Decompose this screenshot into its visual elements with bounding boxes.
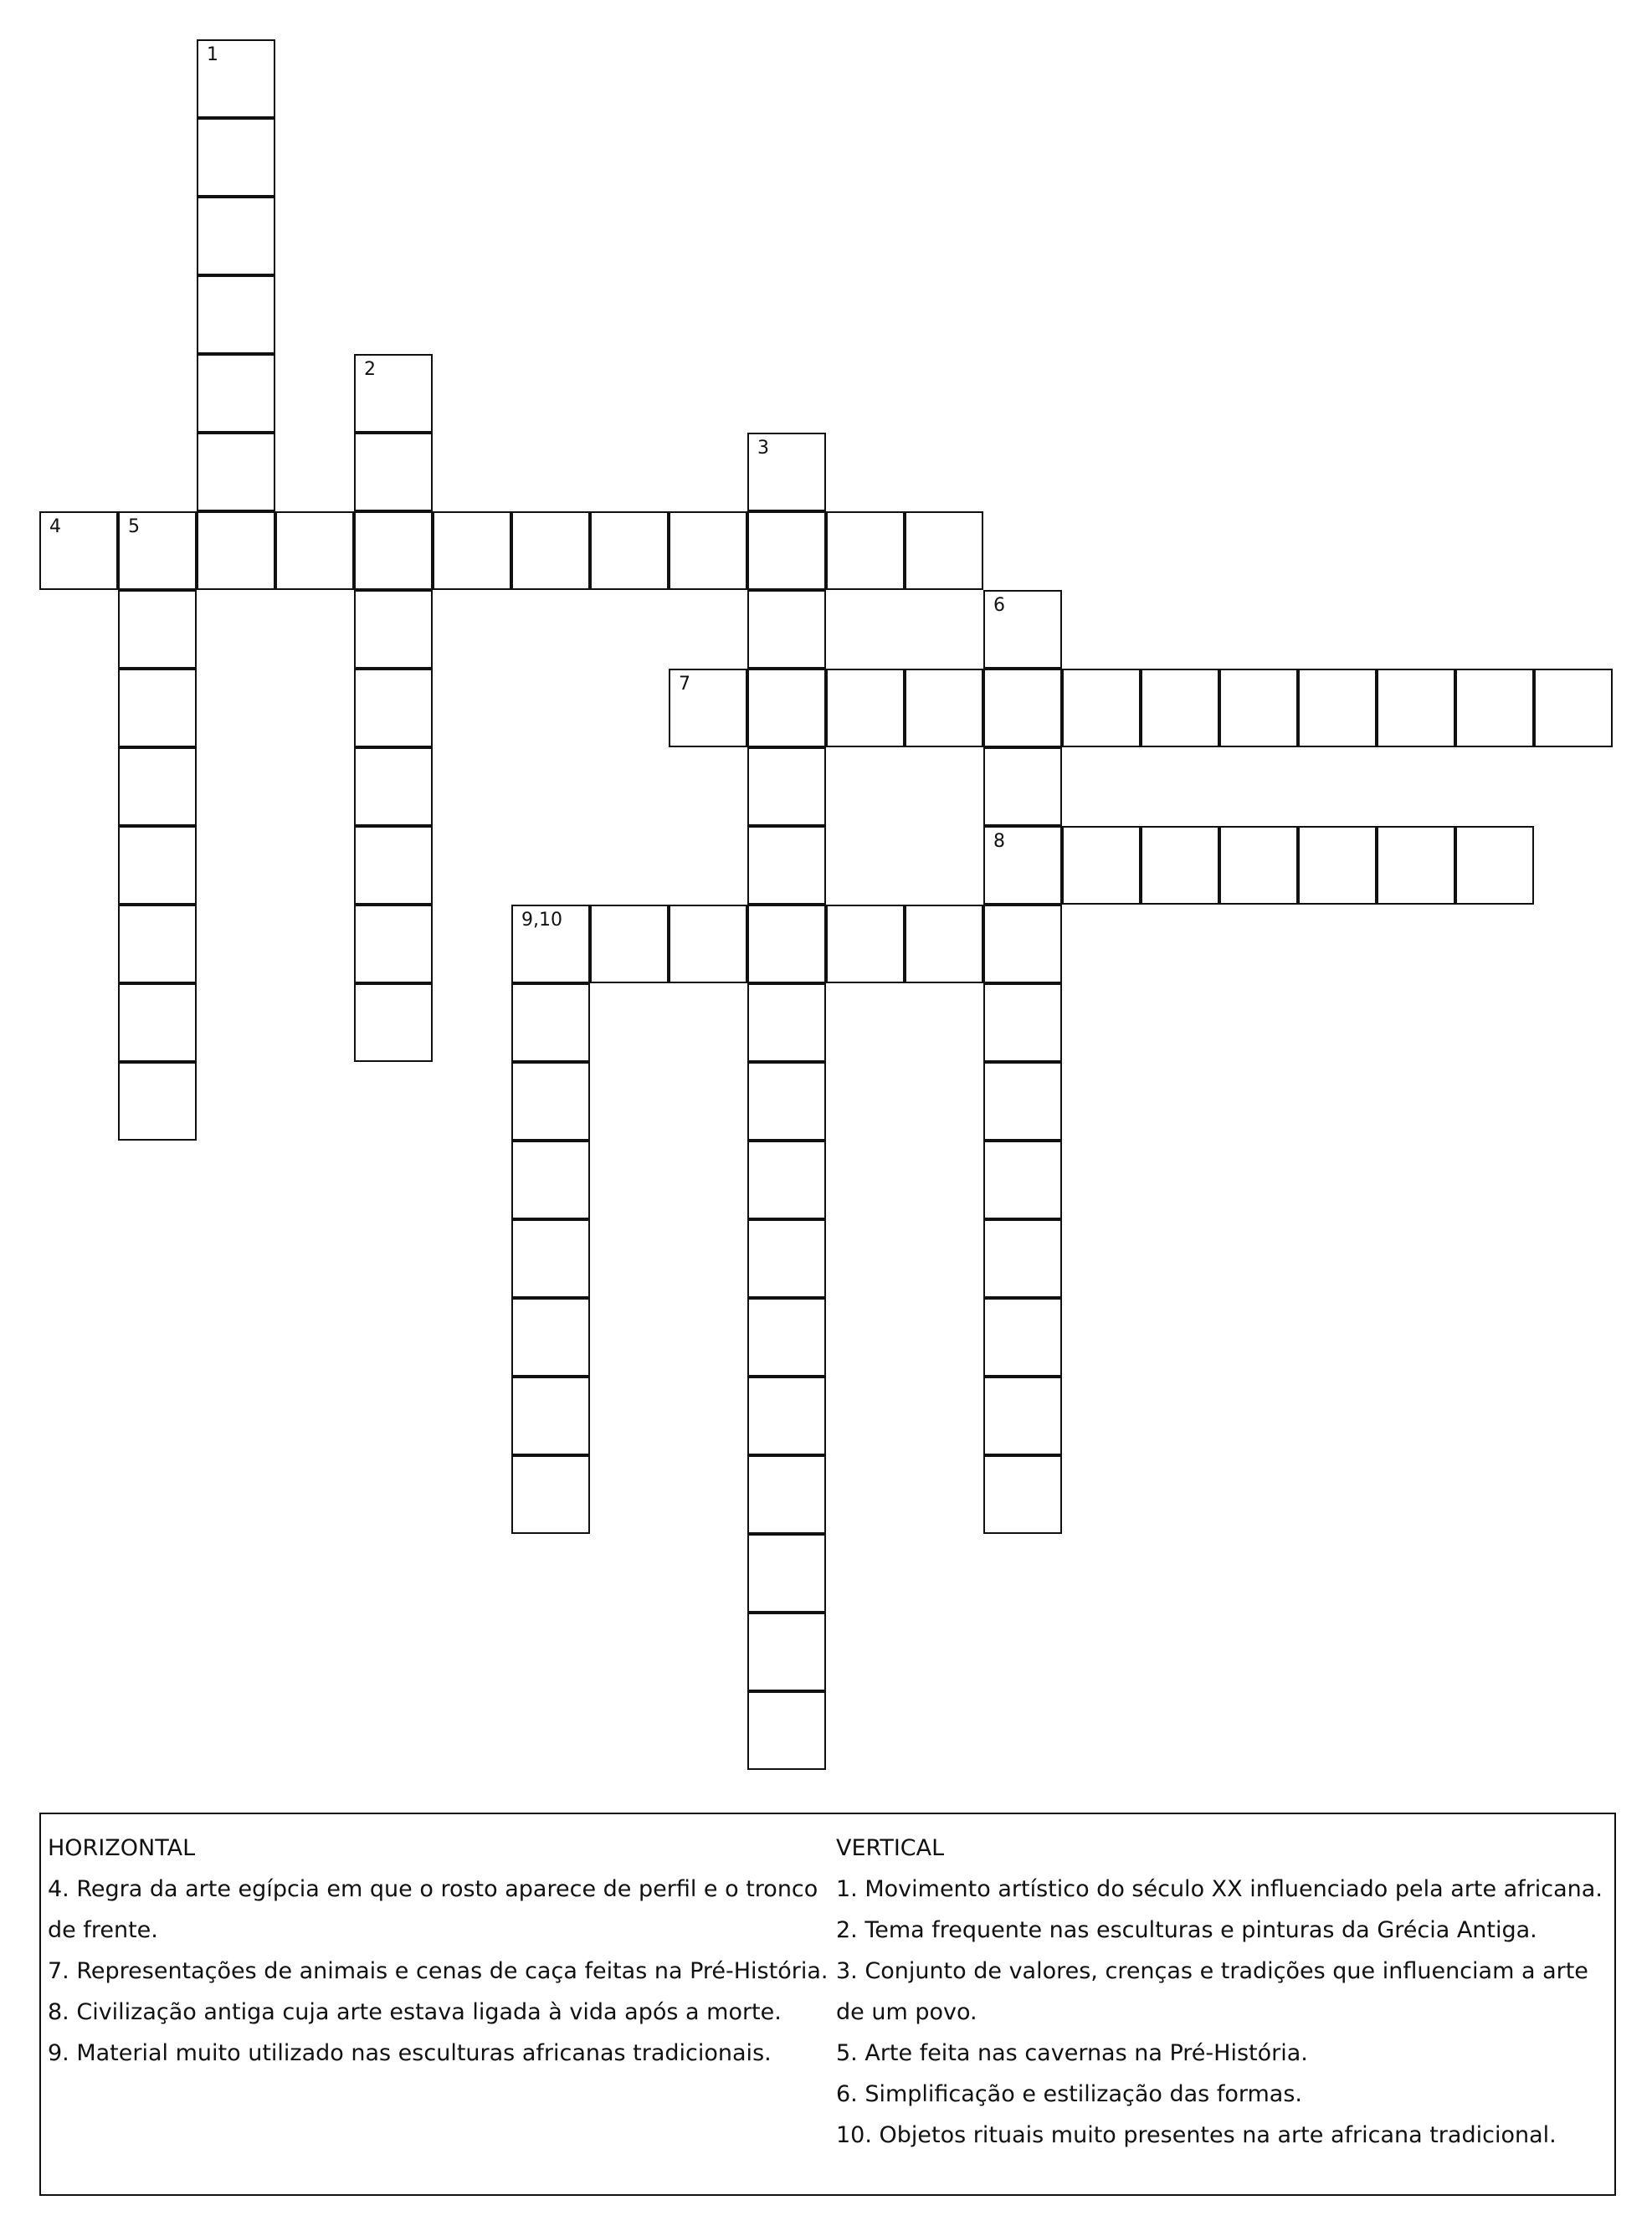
grid-cell[interactable] <box>511 1377 590 1455</box>
grid-cell[interactable] <box>983 826 1062 905</box>
grid-cell[interactable] <box>118 1062 197 1141</box>
grid-cell[interactable] <box>511 1298 590 1377</box>
grid-cell[interactable] <box>747 1534 826 1613</box>
grid-cell[interactable] <box>197 275 275 354</box>
grid-cell[interactable] <box>669 511 747 590</box>
grid-cell[interactable] <box>118 905 197 983</box>
grid-cell[interactable] <box>118 747 197 826</box>
grid-cell[interactable] <box>983 1141 1062 1219</box>
clue-number: 4 <box>49 516 61 537</box>
grid-cell[interactable] <box>118 826 197 905</box>
grid-cell[interactable] <box>1298 826 1377 905</box>
grid-cell[interactable] <box>747 511 826 590</box>
grid-cell[interactable] <box>747 590 826 669</box>
grid-cell[interactable] <box>1141 669 1219 747</box>
grid-cell[interactable] <box>983 1455 1062 1534</box>
grid-cell[interactable] <box>354 511 433 590</box>
grid-cell[interactable] <box>747 747 826 826</box>
grid-cell[interactable] <box>747 1377 826 1455</box>
grid-cell[interactable] <box>747 905 826 983</box>
grid-cell[interactable] <box>1141 826 1219 905</box>
clue-number: 8 <box>993 831 1005 852</box>
grid-cell[interactable] <box>983 1298 1062 1377</box>
clue-vertical-6: 6. Simplificação e estilização das formas. <box>836 2081 1302 2107</box>
grid-cell[interactable] <box>39 511 118 590</box>
grid-cell[interactable] <box>511 905 590 983</box>
grid-cell[interactable] <box>983 983 1062 1062</box>
grid-cell[interactable] <box>747 1219 826 1298</box>
clue-vertical-2: 2. Tema frequente nas esculturas e pinturas da Grécia Antiga. <box>836 1917 1537 1943</box>
vertical-heading: VERTICAL <box>836 1835 945 1861</box>
grid-cell[interactable] <box>983 905 1062 983</box>
grid-cell[interactable] <box>747 1062 826 1141</box>
grid-cell[interactable] <box>354 747 433 826</box>
grid-cell[interactable] <box>747 826 826 905</box>
grid-cell[interactable] <box>983 747 1062 826</box>
clue-vertical-5: 5. Arte feita nas cavernas na Pré-História. <box>836 2040 1308 2066</box>
grid-cell[interactable] <box>826 905 905 983</box>
grid-cell[interactable] <box>1455 669 1534 747</box>
clue-vertical-1: 1. Movimento artístico do século XX influenciado pela arte africana. <box>836 1876 1603 1902</box>
grid-cell[interactable] <box>905 511 983 590</box>
clue-number: 3 <box>757 438 769 459</box>
grid-cell[interactable] <box>826 511 905 590</box>
grid-cell[interactable] <box>1062 826 1141 905</box>
grid-cell[interactable] <box>354 433 433 511</box>
clue-horizontal-7: 7. Representações de animais e cenas de caça feitas na Pré-História. <box>48 1958 829 1984</box>
clue-number: 2 <box>364 359 376 380</box>
grid-cell[interactable] <box>511 983 590 1062</box>
grid-cell[interactable] <box>983 1219 1062 1298</box>
grid-cell[interactable] <box>983 669 1062 747</box>
grid-cell[interactable] <box>1219 669 1298 747</box>
grid-cell[interactable] <box>354 905 433 983</box>
grid-cell[interactable] <box>118 983 197 1062</box>
grid-cell[interactable] <box>983 1062 1062 1141</box>
clue-horizontal-8: 8. Civilização antiga cuja arte estava ligada à vida após a morte. <box>48 1999 782 2025</box>
clue-vertical-10: 10. Objetos rituais muito presentes na arte africana tradicional. <box>836 2122 1557 2148</box>
clues-box <box>39 1813 1616 2196</box>
grid-cell[interactable] <box>433 511 511 590</box>
grid-cell[interactable] <box>983 1377 1062 1455</box>
grid-cell[interactable] <box>197 118 275 197</box>
vertical-clues <box>836 1828 1614 2156</box>
grid-cell[interactable] <box>511 1219 590 1298</box>
grid-cell[interactable] <box>747 1141 826 1219</box>
grid-cell[interactable] <box>354 983 433 1062</box>
grid-cell[interactable] <box>1219 826 1298 905</box>
grid-cell[interactable] <box>747 1455 826 1534</box>
horizontal-heading: HORIZONTAL <box>48 1835 196 1861</box>
grid-cell[interactable] <box>197 197 275 275</box>
grid-cell[interactable] <box>747 669 826 747</box>
clue-number: 9,10 <box>521 910 562 931</box>
grid-cell[interactable] <box>197 433 275 511</box>
grid-cell[interactable] <box>747 1298 826 1377</box>
grid-cell[interactable] <box>354 826 433 905</box>
clue-number: 5 <box>128 516 140 537</box>
grid-cell[interactable] <box>354 669 433 747</box>
grid-cell[interactable] <box>1298 669 1377 747</box>
grid-cell[interactable] <box>197 39 275 118</box>
grid-cell[interactable] <box>669 905 747 983</box>
clue-number: 6 <box>993 595 1005 616</box>
grid-cell[interactable] <box>118 511 197 590</box>
clue-vertical-3: 3. Conjunto de valores, crenças e tradições que influenciam a arte de um povo. <box>836 1958 1588 2025</box>
grid-cell[interactable] <box>275 511 354 590</box>
grid-cell[interactable] <box>826 669 905 747</box>
grid-cell[interactable] <box>197 354 275 433</box>
grid-cell[interactable] <box>747 1691 826 1770</box>
grid-cell[interactable] <box>511 1141 590 1219</box>
grid-cell[interactable] <box>197 511 275 590</box>
grid-cell[interactable] <box>1377 826 1455 905</box>
grid-cell[interactable] <box>118 669 197 747</box>
grid-cell[interactable] <box>1455 826 1534 905</box>
clue-horizontal-4: 4. Regra da arte egípcia em que o rosto aparece de perfil e o tronco de frente. <box>48 1876 818 1943</box>
grid-cell[interactable] <box>747 1613 826 1691</box>
grid-cell[interactable] <box>511 1062 590 1141</box>
horizontal-clues <box>48 1828 834 2074</box>
grid-cell[interactable] <box>511 511 590 590</box>
grid-cell[interactable] <box>354 354 433 433</box>
grid-cell[interactable] <box>511 1455 590 1534</box>
grid-cell[interactable] <box>747 433 826 511</box>
grid-cell[interactable] <box>354 590 433 669</box>
grid-cell[interactable] <box>118 590 197 669</box>
grid-cell[interactable] <box>1062 669 1141 747</box>
grid-cell[interactable] <box>1377 669 1455 747</box>
grid-cell[interactable] <box>905 905 983 983</box>
grid-cell[interactable] <box>905 669 983 747</box>
grid-cell[interactable] <box>590 905 669 983</box>
grid-cell[interactable] <box>983 590 1062 669</box>
clue-horizontal-9: 9. Material muito utilizado nas esculturas africanas tradicionais. <box>48 2040 772 2066</box>
grid-cell[interactable] <box>747 983 826 1062</box>
clue-number: 1 <box>207 44 218 65</box>
clue-number: 7 <box>679 674 690 695</box>
grid-cell[interactable] <box>669 669 747 747</box>
grid-cell[interactable] <box>590 511 669 590</box>
grid-cell[interactable] <box>1534 669 1613 747</box>
